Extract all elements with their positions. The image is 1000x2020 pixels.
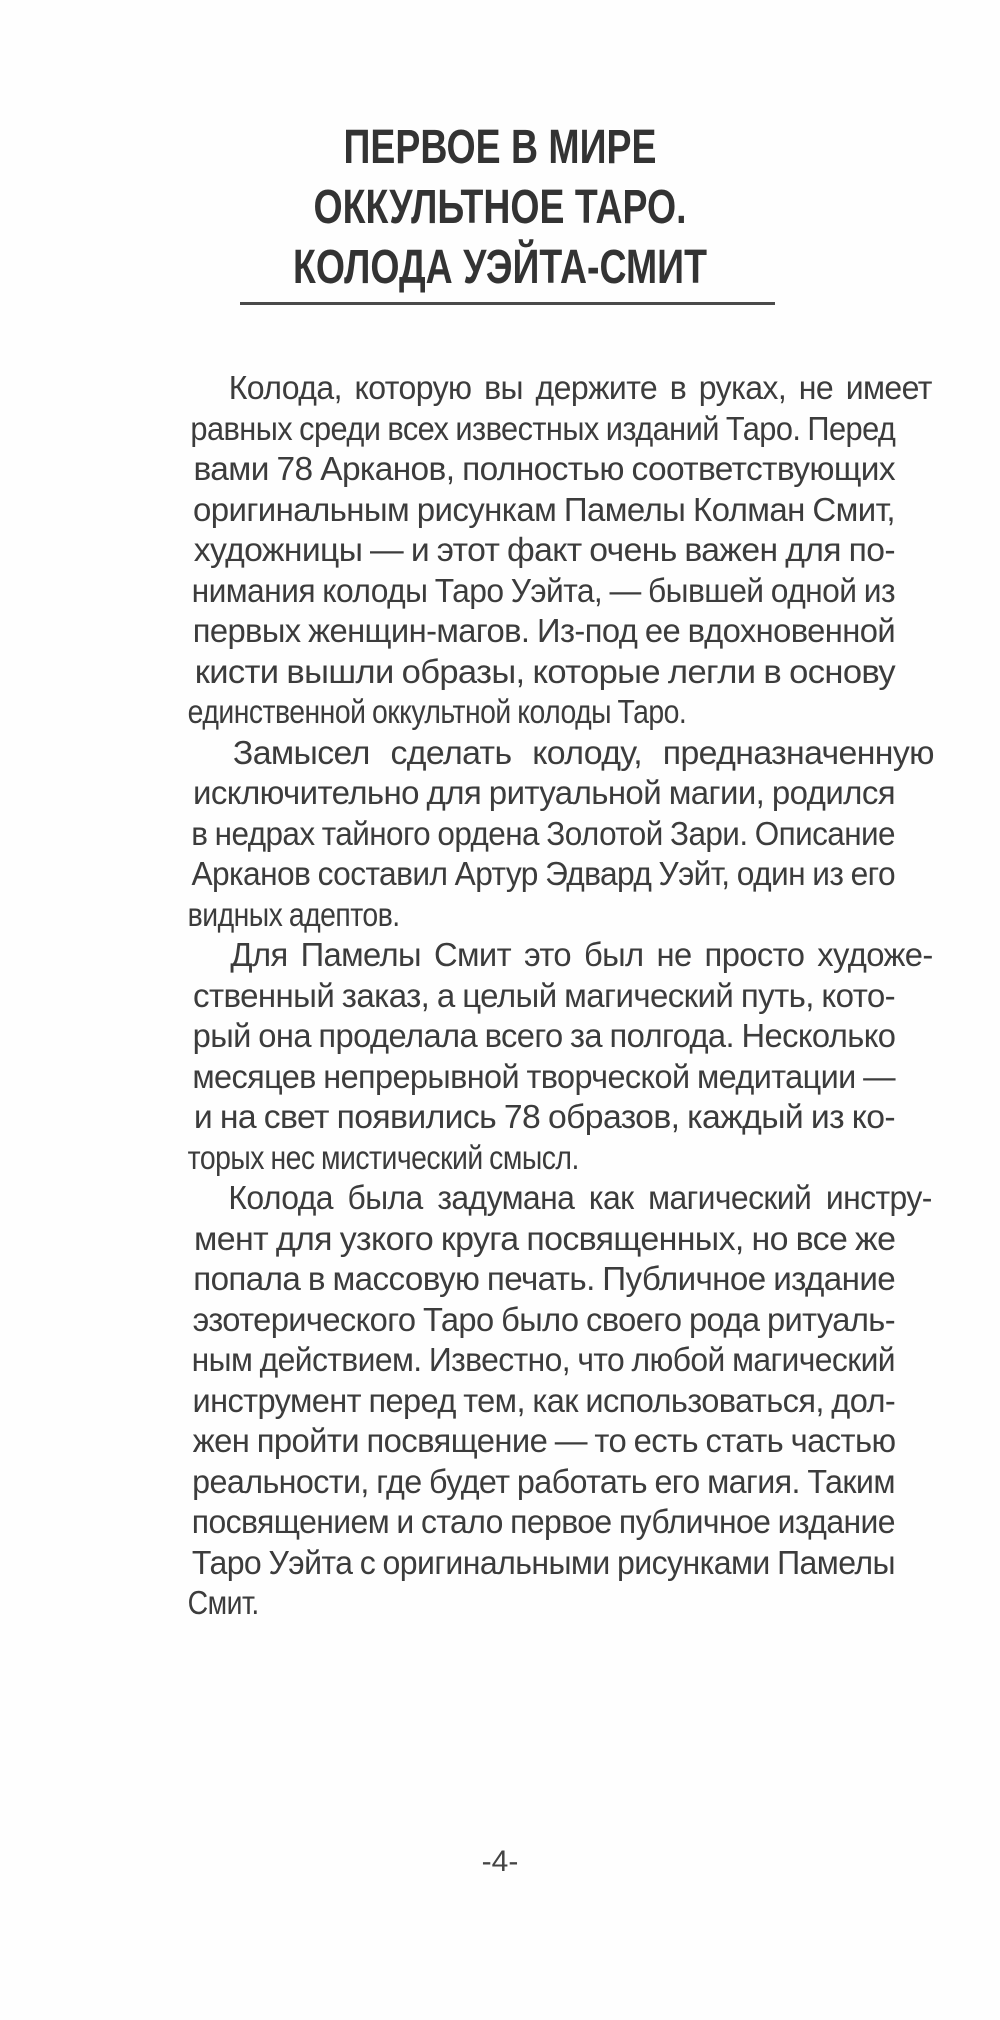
- text-line: инструмент перед тем, как использоваться, дол-: [192, 1381, 896, 1419]
- page-number: -4-: [481, 1845, 519, 1878]
- text-line: эзотерического Таро было своего рода ритуаль-: [192, 1300, 895, 1338]
- text-line: посвящением и стало первое публичное издание: [191, 1503, 895, 1540]
- text-line: Колода, которую вы держите в руках, не имеет: [228, 369, 932, 406]
- text-line: жен пройти посвящение — то есть стать частью: [192, 1422, 896, 1459]
- text-line: видных адептов.: [187, 895, 400, 933]
- text-line: торых нес мистический смысл.: [187, 1138, 579, 1176]
- chapter-title-line-3: КОЛОДА УЭЙТА-СМИТ: [293, 241, 707, 294]
- text-line: исключительно для ритуальной магии, родился: [193, 774, 895, 811]
- paragraph-4: [155, 1178, 932, 1624]
- text-line: вами 78 Арканов, полностью соответствующих: [193, 450, 896, 487]
- text-line: кисти вышли образы, которые легли в основу: [194, 652, 896, 690]
- chapter-title-line-1: ПЕРВОЕ В МИРЕ: [343, 121, 657, 174]
- title-underline-divider: [240, 302, 775, 305]
- text-line: ным действием. Известно, что любой магический: [191, 1341, 896, 1378]
- text-line: ственный заказ, а целый магический путь, кото-: [193, 976, 896, 1014]
- text-line: Таро Уэйта с оригинальными рисунками Памелы: [191, 1543, 895, 1581]
- text-line: Арканов составил Артур Эдвард Уэйт, один из его: [191, 855, 896, 892]
- text-line: единственной оккультной колоды Таро.: [187, 693, 687, 730]
- text-line: мент для узкого круга посвященных, но все же: [194, 1219, 896, 1257]
- text-line: попала в массовую печать. Публичное издание: [193, 1260, 896, 1297]
- body-text: [155, 368, 934, 1624]
- paragraph-3: [155, 935, 933, 1178]
- text-line: равных среди всех известных изданий Таро. Перед: [190, 409, 896, 447]
- text-line: оригинальным рисункам Памелы Колман Смит,: [193, 490, 895, 528]
- text-line: в недрах тайного ордена Золотой Зари. Описание: [191, 814, 895, 852]
- text-line: Смит.: [187, 1584, 259, 1621]
- text-line: реальности, где будет работать его магия. Таким: [192, 1462, 895, 1500]
- text-line: и на свет появились 78 образов, каждый из ко-: [193, 1098, 896, 1135]
- text-line: нимания колоды Таро Уэйта, — бывшей одной из: [191, 571, 895, 609]
- chapter-title: [0, 118, 1000, 298]
- text-line: Замысел сделать колоду, предназначенную: [232, 733, 934, 771]
- text-line: Для Памелы Смит это был не просто художе-: [230, 936, 933, 973]
- text-line: рый она проделала всего за полгода. Несколько: [192, 1017, 896, 1054]
- text-line: Колода была задумана как магический инстру-: [228, 1179, 932, 1216]
- text-line: месяцев непрерывной творческой медитации —: [192, 1057, 895, 1095]
- text-line: художницы — и этот факт очень важен для по-: [193, 531, 896, 568]
- text-line: первых женщин-магов. Из-под ее вдохновенной: [192, 612, 896, 649]
- paragraph-1: [155, 368, 932, 733]
- chapter-title-line-2: ОККУЛЬТНОЕ ТАРО.: [313, 181, 687, 234]
- paragraph-2: [155, 733, 934, 936]
